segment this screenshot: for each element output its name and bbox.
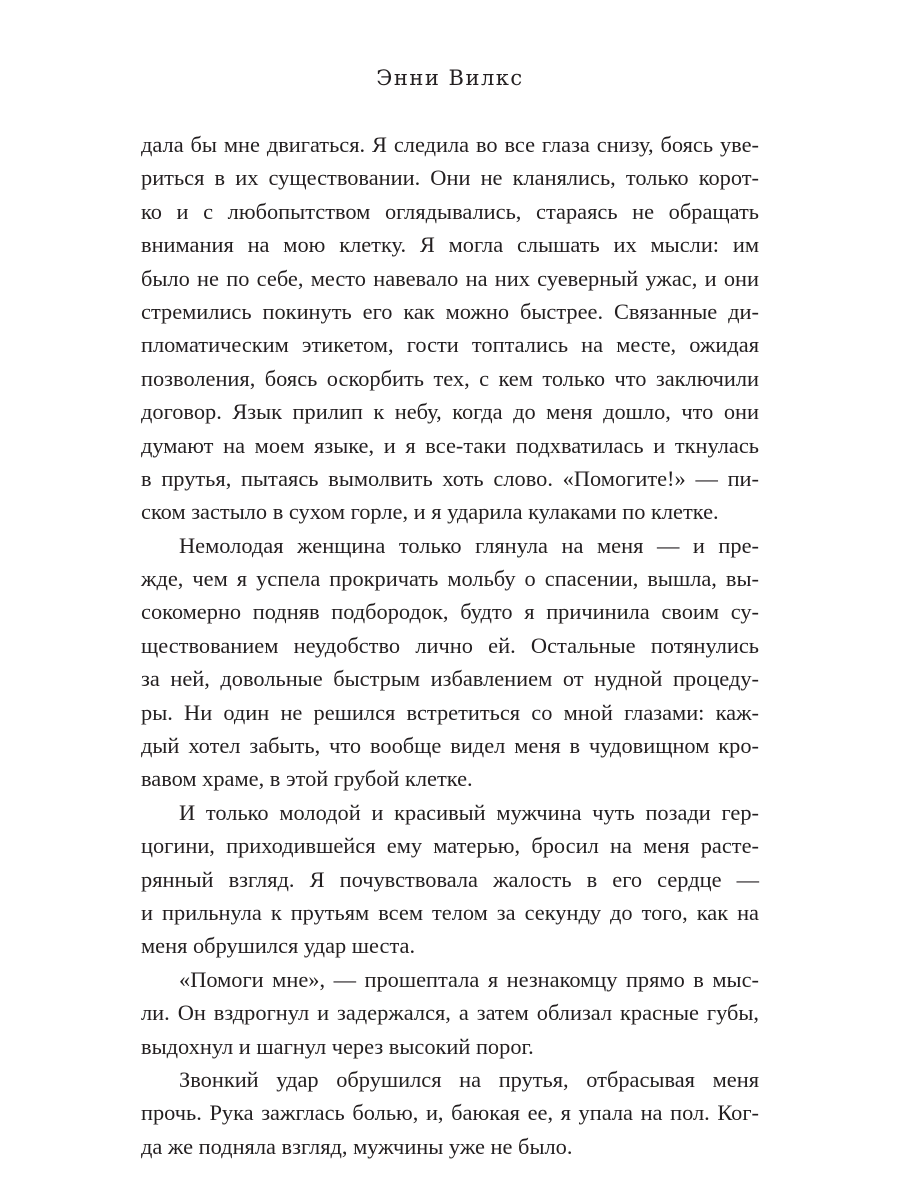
text-line: ли. Он вздрогнул и задержался, а затем облизал красные губы, (141, 1000, 759, 1026)
text-line: договор. Язык прилип к небу, когда до меня дошло, что они (141, 399, 759, 425)
text-line: ском застыло в сухом горле, и я ударила кулаками по клетке. (141, 499, 719, 525)
text-line: внимания на мою клетку. Я могла слышать их мысли: им (141, 232, 759, 258)
text-line: жде, чем я успела прокричать мольбу о спасении, вышла, вы- (141, 566, 759, 592)
text-line: «Помоги мне», — прошептала я незнакомцу прямо в мыс- (179, 966, 759, 992)
text-line: выдохнул и шагнул через высокий порог. (141, 1033, 534, 1059)
running-head: Энни Вилкс (376, 66, 524, 90)
text-line: думают на моем языке, и я все-таки подхватилась и ткнулась (141, 432, 759, 458)
text-line: ры. Ни один не решился встретиться со мной глазами: каж- (141, 699, 759, 725)
text-line: сокомерно подняв подбородок, будто я причинила своим су- (141, 599, 759, 625)
text-line: рянный взгляд. Я почувствовала жалость в его сердце — (141, 866, 759, 892)
text-line: Немолодая женщина только глянула на меня — и пре- (179, 532, 759, 558)
text-line: прочь. Рука зажглась болью, и, баюкая ее, я упала на пол. Ког- (141, 1100, 759, 1126)
text-line: риться в их существовании. Они не кланялись, только корот- (141, 165, 759, 191)
text-line: вавом храме, в этой грубой клетке. (141, 766, 473, 792)
text-line: И только молодой и красивый мужчина чуть позади гер- (179, 799, 759, 825)
text-line: было не по себе, место навевало на них суеверный ужас, и они (141, 265, 759, 291)
text-line: дый хотел забыть, что вообще видел меня в чудовищном кро- (141, 733, 759, 759)
text-line: Звонкий удар обрушился на прутья, отбрасывая меня (179, 1066, 759, 1092)
text-line: за ней, довольные быстрым избавлением от нудной процеду- (141, 666, 759, 692)
text-line: ществованием неудобство лично ей. Остальные потянулись (141, 632, 759, 658)
text-line: да же подняла взгляд, мужчины уже не было. (141, 1133, 573, 1159)
text-line: в прутья, пытаясь вымолвить хоть слово. «Помогите!» — пи- (141, 465, 759, 491)
text-line: и прильнула к прутьям всем телом за секунду до того, как на (141, 899, 759, 925)
body-text (141, 128, 759, 1163)
text-line: стремились покинуть его как можно быстрее. Связанные ди- (141, 298, 759, 324)
text-line: дала бы мне двигаться. Я следила во все глаза снизу, боясь уве- (141, 132, 759, 157)
text-line: ко и с любопытством оглядывались, стараясь не обращать (141, 198, 759, 224)
text-line: пломатическим этикетом, гости топтались на месте, ожидая (141, 332, 759, 358)
text-line: меня обрушился удар шеста. (141, 933, 416, 959)
text-line: позволения, боясь оскорбить тех, с кем только что заключили (141, 365, 759, 391)
text-line: цогини, приходившейся ему матерью, бросил на меня расте- (141, 833, 759, 859)
